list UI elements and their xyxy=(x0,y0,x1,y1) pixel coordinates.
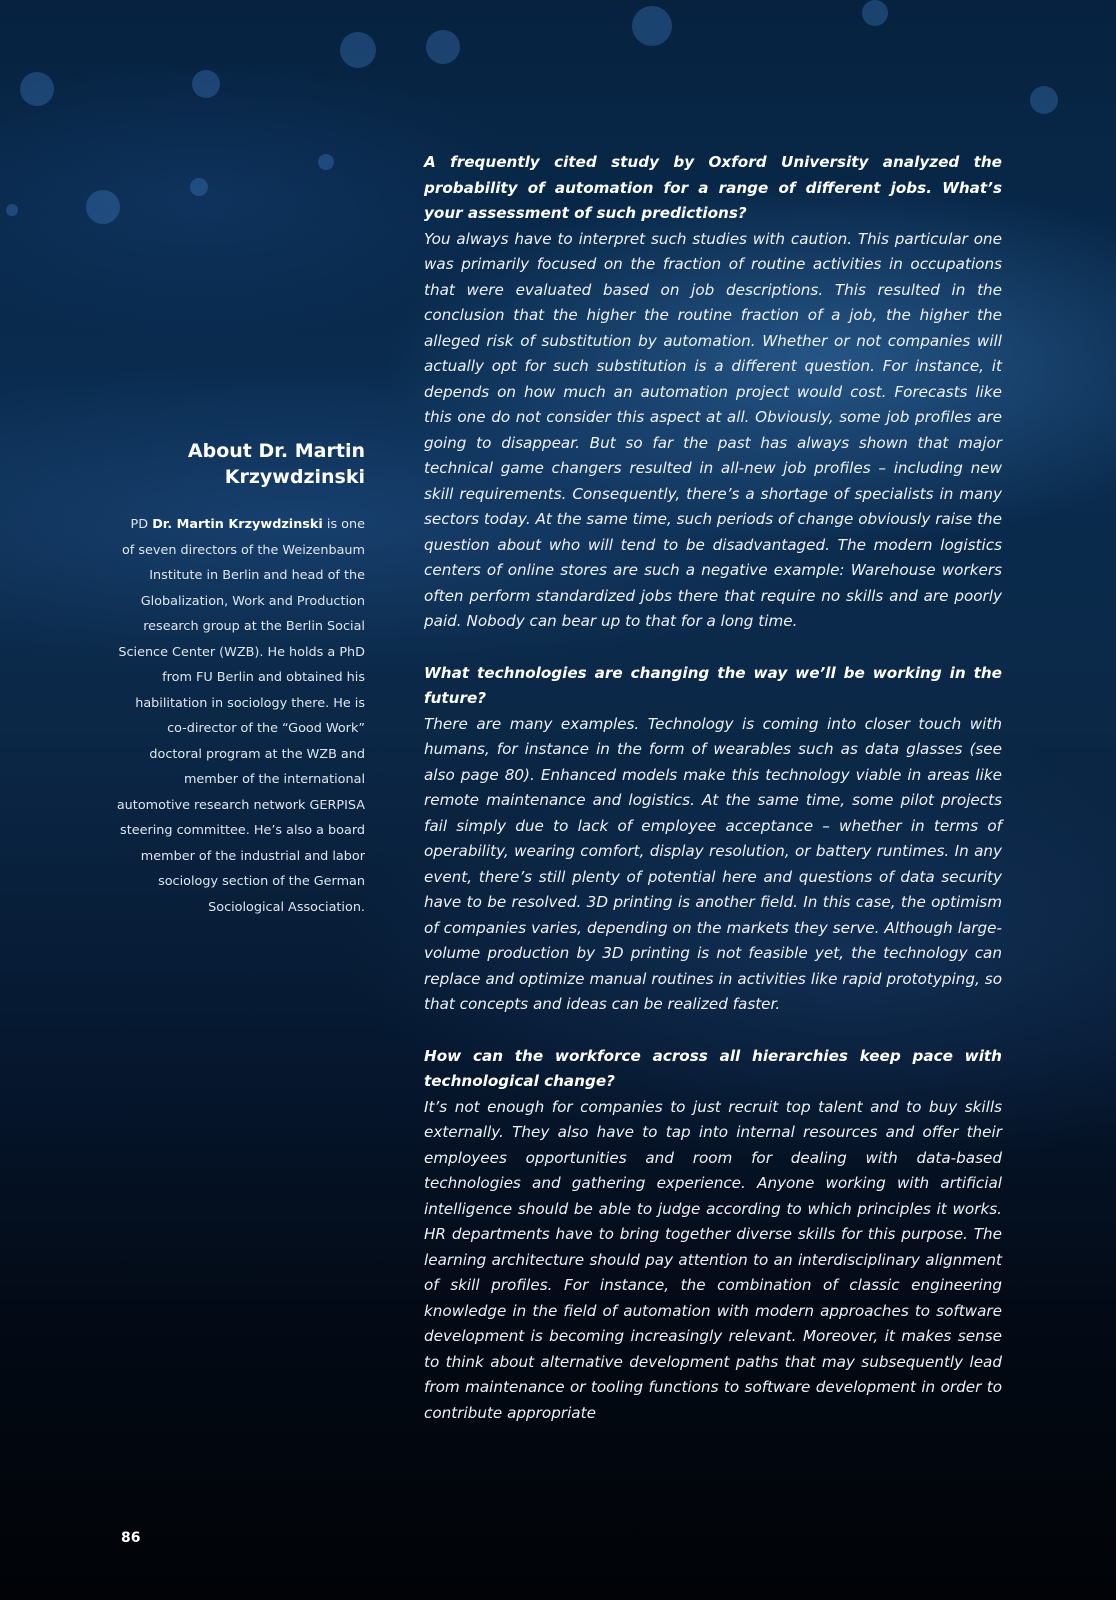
interview-question: A frequently cited study by Oxford University analyzed the probability of automation for a range of different jobs. What’s your assessment of such predictions? xyxy=(424,153,1002,222)
interview-qa-1 xyxy=(424,150,1002,635)
bokeh-light xyxy=(632,6,672,46)
sidebar-title xyxy=(115,438,365,490)
bokeh-light xyxy=(340,32,376,68)
bokeh-light xyxy=(190,178,208,196)
bokeh-light xyxy=(20,72,54,106)
interview-qa-2 xyxy=(424,661,1002,1018)
bokeh-light xyxy=(192,70,220,98)
author-title-prefix: PD xyxy=(130,517,153,532)
author-sidebar xyxy=(115,438,365,920)
bokeh-light xyxy=(86,190,120,224)
interview-question: What technologies are changing the way we’ll be working in the future? xyxy=(424,663,1002,707)
interview-column xyxy=(424,150,1002,1452)
interview-question: How can the workforce across all hierarchies keep pace with technological change? xyxy=(424,1046,1002,1090)
interview-qa-3 xyxy=(424,1044,1002,1427)
author-name: Dr. Martin Krzywdzinski xyxy=(152,517,323,532)
author-bio-text: is one of seven directors of the Weizenbaum Institute in Berlin and head of the Globalization, Work and Production research group at the Berlin Social Science Center (WZB). He holds a PhD from FU Berlin and obtained his habilitation in sociology there. He is co-director of the “Good Work” doctoral program at the WZB and member of the international automotive research network GERPISA steering committee. He’s also a board member of the industrial and labor sociology section of the German Sociological Association. xyxy=(116,517,365,915)
bokeh-light xyxy=(862,0,888,26)
sidebar-title-line1: About Dr. Martin xyxy=(187,440,365,462)
bokeh-light xyxy=(318,154,334,170)
interview-answer: There are many examples. Technology is coming into closer touch with humans, for instance in the form of wearables such as data glasses (see also page 80). Enhanced models make this technology viable in areas like remote maintenance and logistics. At the same time, some pilot projects fail simply due to lack of employee acceptance – whether in terms of operability, wearing comfort, display resolution, or battery runtimes. In any event, there’s still plenty of potential here and questions of data security have to be resolved. 3D printing is another field. In this case, the optimism of companies varies, depending on the markets they serve. Although large-volume production by 3D printing is not feasible yet, the technology can replace and optimize manual routines in activities like rapid prototyping, so that concepts and ideas can be realized faster. xyxy=(424,714,1002,1013)
bokeh-light xyxy=(6,204,18,216)
author-bio xyxy=(115,512,365,920)
interview-answer: You always have to interpret such studies with caution. This particular one was primarily focused on the fraction of routine activities in occupations that were evaluated based on job descriptions. This resulted in the conclusion that the higher the routine fraction of a job, the higher the alleged risk of substitution by automation. Whether or not companies will actually opt for such substitution is a different question. For instance, it depends on how much an automation project would cost. Forecasts like this one do not consider this aspect at all. Obviously, some job profiles are going to disappear. But so far the past has always shown that major technical game changers resulted in all-new job profiles – including new skill requirements. Consequently, there’s a shortage of specialists in many sectors today. At the same time, such periods of change obviously raise the question about who will tend to be disadvantaged. The modern logistics centers of online stores are such a negative example: Warehouse workers often perform standardized jobs there that require no skills and are poorly paid. Nobody can bear up to that for a long time. xyxy=(424,229,1003,630)
bokeh-light xyxy=(1030,86,1058,114)
bokeh-light xyxy=(426,30,460,64)
page-number: 86 xyxy=(121,1530,141,1546)
interview-answer: It’s not enough for companies to just recruit top talent and to buy skills externally. They also have to tap into internal resources and offer their employees opportunities and room for dealing with data-based technologies and gathering experience. Anyone working with artificial intelligence should be able to judge according to which principles it works. HR departments have to bring together diverse skills for this purpose. The learning architecture should pay attention to an interdisciplinary alignment of skill profiles. For instance, the combination of classic engineering knowledge in the field of automation with modern approaches to software development is becoming increasingly relevant. Moreover, it makes sense to think about alternative development paths that may subsequently lead from maintenance or tooling functions to software development in order to contribute appropriate xyxy=(424,1097,1002,1422)
sidebar-title-line2: Krzywdzinski xyxy=(224,466,365,488)
